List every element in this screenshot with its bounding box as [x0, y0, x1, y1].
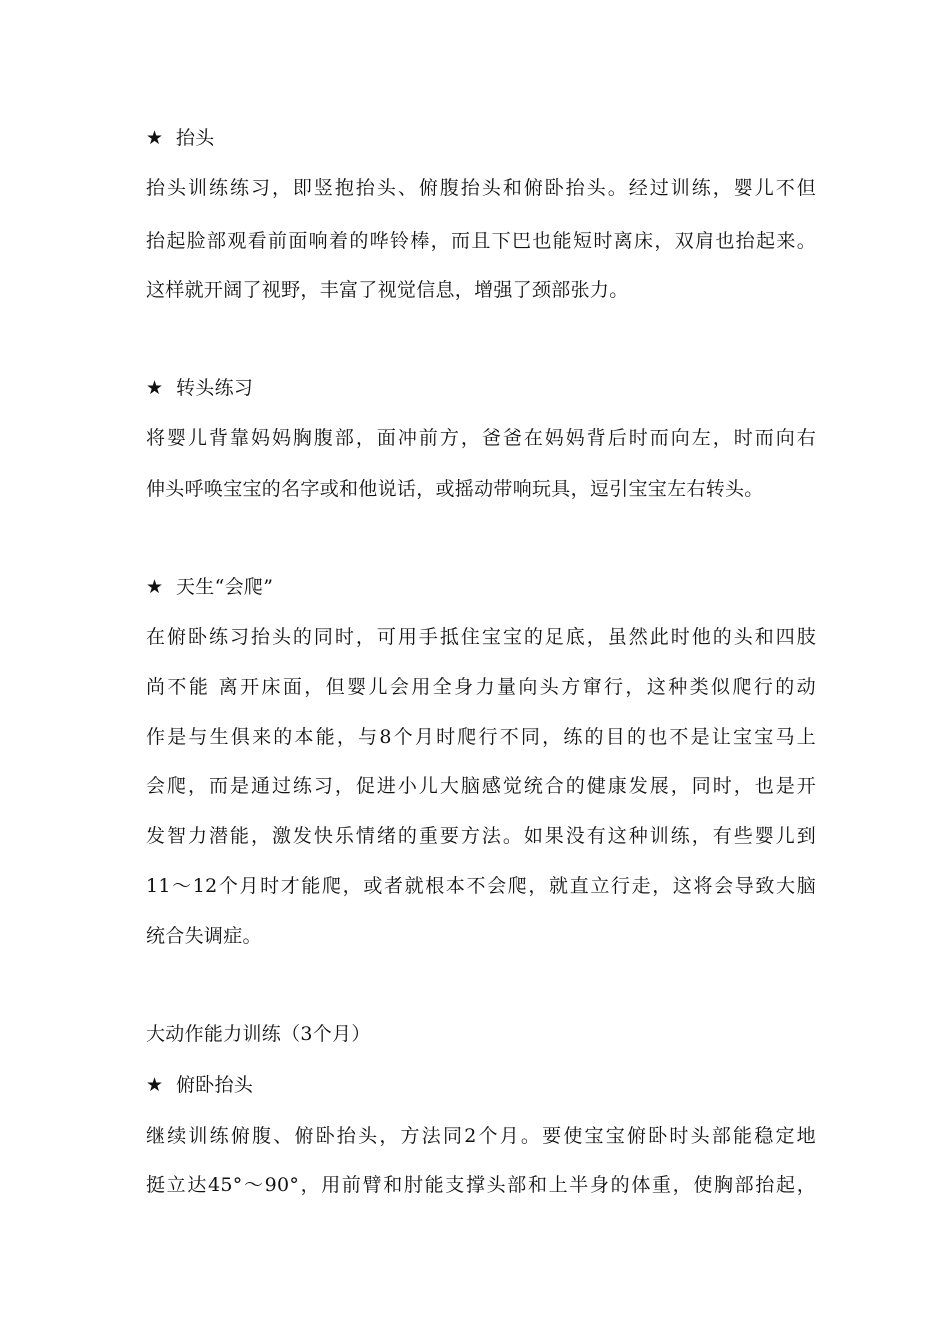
section-heading [146, 125, 816, 151]
star-icon: ★ [146, 127, 164, 149]
heading-text: 抬头 [176, 127, 215, 149]
paragraph-line: 在俯卧练习抬头的同时，可用手抵住宝宝的足底，虽然此时他的头和四肢 [146, 626, 816, 648]
paragraph-line: 抬头训练练习，即竖抱抬头、俯腹抬头和俯卧抬头。经过训练，婴儿不但 [146, 177, 816, 199]
paragraph-line: 将婴儿背靠妈妈胸腹部，面冲前方，爸爸在妈妈背后时而向左，时而向右 [146, 427, 816, 449]
heading-text: 转头练习 [176, 377, 254, 399]
paragraph-line: 尚不能 离开床面，但婴儿会用全身力量向头方窜行，这种类似爬行的动 [146, 676, 816, 698]
paragraph-line: 作是与生俱来的本能，与8个月时爬行不同，练的目的也不是让宝宝马上 [146, 726, 816, 748]
paragraph-line: 发智力潜能，激发快乐情绪的重要方法。如果没有这种训练，有些婴儿到 [146, 825, 816, 847]
section-heading [146, 1072, 816, 1098]
paragraph-line: 会爬，而是通过练习，促进小儿大脑感觉统合的健康发展，同时，也是开 [146, 775, 816, 797]
star-icon: ★ [146, 377, 164, 399]
paragraph-line: 继续训练俯腹、俯卧抬头，方法同2个月。要使宝宝俯卧时头部能稳定地 [146, 1125, 816, 1147]
section-heading [146, 375, 816, 401]
heading-text: 俯卧抬头 [176, 1074, 254, 1096]
paragraph-line: 11～12个月时才能爬，或者就根本不会爬，就直立行走，这将会导致大脑 [146, 875, 816, 897]
star-icon: ★ [146, 576, 164, 598]
star-icon: ★ [146, 1074, 164, 1096]
paragraph-line: 挺立达45°～90°，用前臂和肘能支撑头部和上半身的体重，使胸部抬起， [146, 1174, 816, 1196]
chapter-title: 大动作能力训练（3个月） [146, 1023, 371, 1045]
section-heading [146, 574, 816, 600]
heading-text: 天生“会爬” [176, 576, 274, 598]
paragraph-line: 这样就开阔了视野，丰富了视觉信息，增强了颈部张力。 [146, 279, 629, 301]
paragraph-line: 统合失调症。 [146, 925, 262, 947]
paragraph-line: 抬起脸部观看前面响着的哗铃棒，而且下巴也能短时离床，双肩也抬起来。 [146, 230, 816, 252]
paragraph-line: 伸头呼唤宝宝的名字或和他说话，或摇动带响玩具，逗引宝宝左右转头。 [146, 478, 764, 500]
